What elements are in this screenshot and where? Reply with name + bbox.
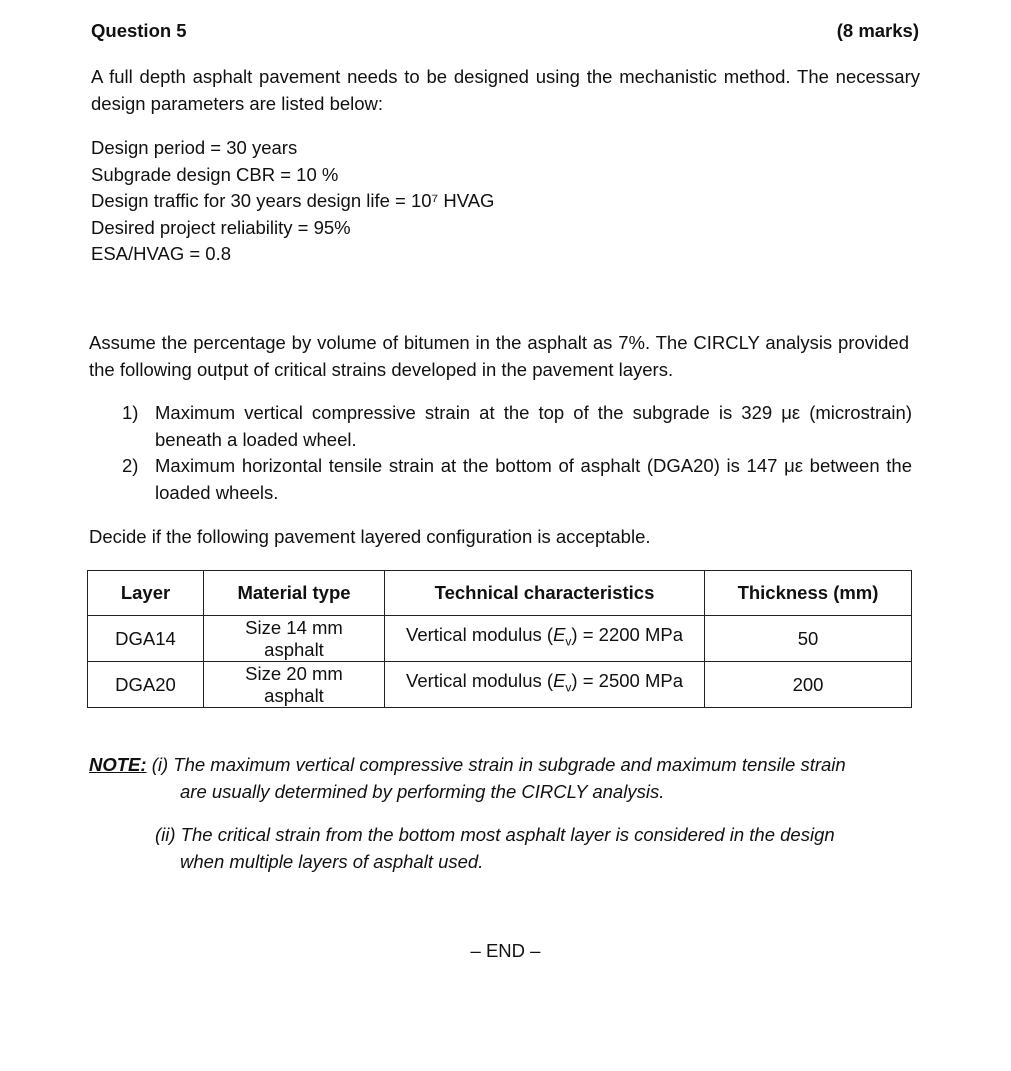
question-title: Question 5 [91,20,187,41]
note-line: are usually determined by performing the CIRCLY analysis. [180,780,665,802]
marks-label: (8 marks) [836,20,919,41]
strain-number: 2) [122,455,139,476]
strain-list [122,400,912,506]
note-label: NOTE: [89,754,147,775]
thickness-cell: 200 [705,662,912,708]
material-cell: Size 20 mm asphalt [204,662,385,708]
note-item-2 [155,822,911,875]
pavement-configuration-table [87,570,912,708]
technical-cell: Vertical modulus $(E_v) = 2200$ MPa [385,616,705,662]
parameter-item: Design traffic for 30 years design life = 10⁷ HVAG [91,190,495,211]
parameter-item: ESA/HVAG = 0.8 [91,243,232,264]
table-row [88,662,912,708]
table-header-row [88,571,912,616]
strain-text: Maximum horizontal tensile strain at the bottom of asphalt (DGA20) is 147 με between the loaded wheels. [155,455,912,503]
parameter-item: Desired project reliability = 95% [91,216,351,238]
column-header: Material type [204,571,385,616]
column-header: Layer [88,571,204,616]
thickness-cell: 50 [705,616,912,662]
strain-item [122,453,912,506]
assumption-paragraph: Assume the percentage by volume of bitumen in the asphalt as 7%. The CIRCLY analysis provided the following output of critical strains developed in the pavement layers. [89,332,909,380]
material-cell: Size 14 mm asphalt [204,616,385,662]
column-header: Thickness (mm) [705,571,912,616]
note-line: (ii) The critical strain from the bottom most asphalt layer is considered in the design [155,824,835,845]
strain-item [122,400,912,453]
table-row [88,616,912,662]
note-line: NOTE: (i) The maximum vertical compressive strain in subgrade and maximum tensile strain [89,754,846,775]
strain-text: Maximum vertical compressive strain at the top of the subgrade is 329 με (microstrain) beneath a loaded wheel. [155,402,912,450]
column-header: Technical characteristics [385,571,705,616]
technical-cell: Vertical modulus $(E_v) = 2500$ MPa [385,662,705,708]
layer-cell: DGA20 [88,662,204,708]
parameter-item: Subgrade design CBR = 10 % [91,163,339,185]
layer-cell: DGA14 [88,616,204,662]
strain-number: 1) [122,402,139,423]
design-parameters-list [91,135,494,268]
decide-text: Decide if the following pavement layered configuration is acceptable. [89,526,651,547]
note-block [89,752,911,805]
intro-paragraph: A full depth asphalt pavement needs to be designed using the mechanistic method. The necessary design parameters are listed below: [91,66,920,114]
note-line: when multiple layers of asphalt used. [180,850,484,872]
parameter-item: Design period = 30 years [91,137,298,158]
end-marker: – END – [470,940,541,961]
